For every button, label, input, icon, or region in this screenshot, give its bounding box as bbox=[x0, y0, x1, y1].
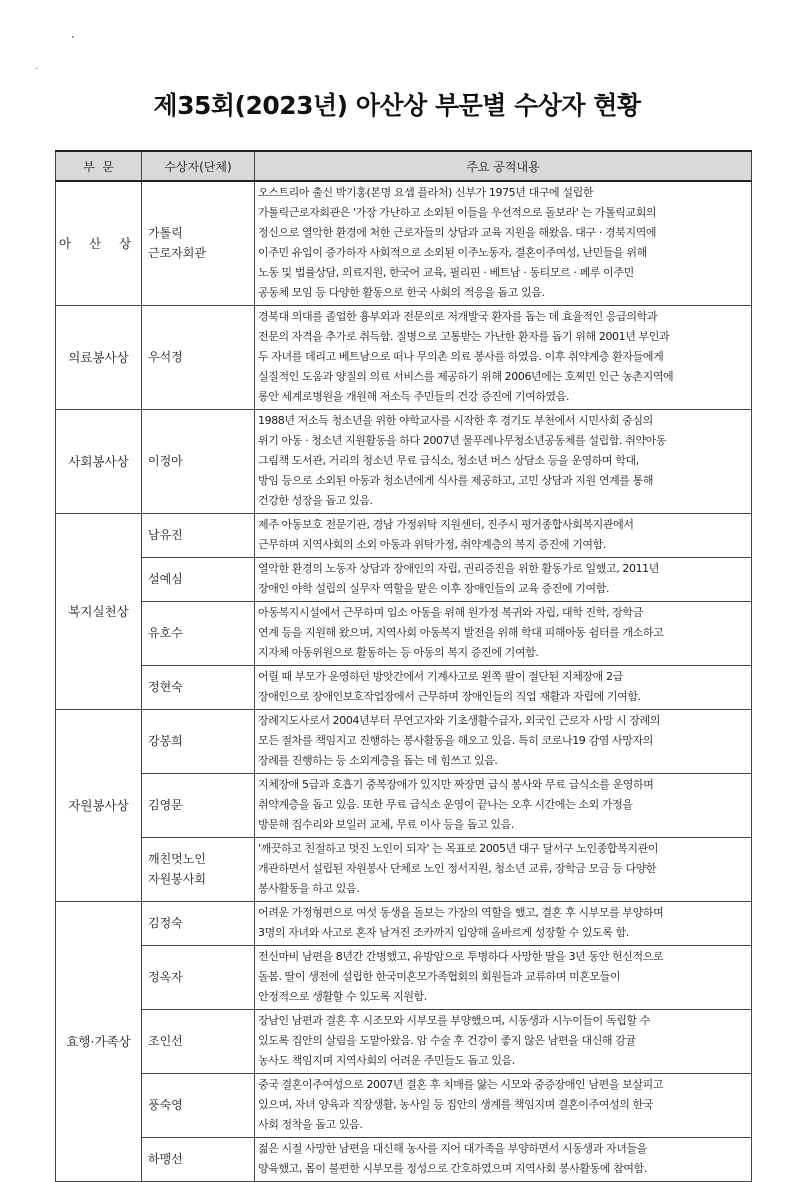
category-cell: 복지실천상 bbox=[56, 513, 142, 709]
achievement-line: 근무하며 지역사회의 소외 아동과 위탁가정, 취약계층의 복지 증진에 기여함. bbox=[258, 538, 606, 551]
achievement-line: 취약계층을 돕고 있음. 또한 무료 급식소 운영이 끝나는 오후 시간에는 소외 가정을 bbox=[258, 798, 633, 811]
winner-name: 정현숙 bbox=[142, 665, 255, 709]
achievement-text bbox=[255, 1009, 752, 1073]
achievement-line: 경북대 의대를 졸업한 흉부외과 전문의로 저개발국 환자를 돕는 데 효율적인 응급의학과 bbox=[258, 310, 658, 323]
achievement-line: 건강한 성장을 돕고 있음. bbox=[258, 494, 373, 507]
achievement-text bbox=[255, 305, 752, 409]
table-row bbox=[56, 945, 752, 1009]
category-cell: 자원봉사상 bbox=[56, 709, 142, 901]
achievement-line: 실질적인 도움과 양질의 의료 서비스를 제공하기 위해 2006년에는 호찌민 인근 농촌지역에 bbox=[258, 370, 674, 383]
awards-table bbox=[55, 150, 752, 1182]
achievement-line: 정신으로 열악한 환경에 처한 근로자들의 상담과 교육 지원을 해왔음. 대구 · 경북지역에 bbox=[258, 226, 657, 240]
table-row bbox=[56, 1073, 752, 1137]
table-row bbox=[56, 557, 752, 601]
achievement-line: 제주 아동보호 전문기관, 경남 가정위탁 지원센터, 진주시 평거종합사회복지관에서 bbox=[258, 518, 634, 531]
header-category: 부 문 bbox=[56, 151, 142, 181]
achievement-line: 어릴 때 부모가 운영하던 방앗간에서 기계사고로 왼쪽 팔이 절단된 지체장애 2급 bbox=[258, 670, 623, 683]
achievement-line: '깨끗하고 친절하고 멋진 노인이 되자' 는 목표로 2005년 대구 달서구 노인종합복지관이 bbox=[258, 842, 659, 855]
table-header-row bbox=[56, 151, 752, 181]
category-cell: 효행·가족상 bbox=[56, 901, 142, 1181]
achievement-line: 봉사활동을 하고 있음. bbox=[258, 882, 360, 895]
achievement-line: 양육했고, 몸이 불편한 시부모를 정성으로 간호하였으며 지역사회 봉사활동에 참여함. bbox=[258, 1162, 647, 1175]
winner-name: 정옥자 bbox=[142, 945, 255, 1009]
table-row bbox=[56, 1137, 752, 1181]
achievement-text bbox=[255, 557, 752, 601]
achievement-line: 1988년 저소득 청소년을 위한 야학교사를 시작한 후 경기도 부천에서 시민사회 중심의 bbox=[258, 414, 653, 427]
category-cell: 의료봉사상 bbox=[56, 305, 142, 409]
achievement-text bbox=[255, 665, 752, 709]
achievement-line: 롱안 세계로병원을 개원해 저소득 주민들의 건강 증진에 기여하였음. bbox=[258, 390, 570, 403]
achievement-line: 장애인으로 장애인보호작업장에서 근무하며 장애인들의 직업 재활과 자립에 기여함. bbox=[258, 690, 641, 703]
table-row bbox=[56, 1009, 752, 1073]
achievement-line: 열악한 환경의 노동자 상담과 장애인의 자립, 권리증진을 위한 활동가로 일했고, 2011년 bbox=[258, 562, 660, 575]
achievement-line: 노동 및 법률상담, 의료지원, 한국어 교육, 필리핀 · 베트남 · 동티모르 · 페루 이주민 bbox=[258, 266, 634, 280]
achievement-line: 사회 정착을 돕고 있음. bbox=[258, 1118, 363, 1131]
achievement-line: 전신마비 남편을 8년간 간병했고, 유방암으로 투병하다 사망한 딸을 3년 동안 헌신적으로 bbox=[258, 950, 664, 963]
category-cell: 사회봉사상 bbox=[56, 409, 142, 513]
achievement-line: 방문해 집수리와 보일러 교체, 무료 이사 등을 돕고 있음. bbox=[258, 818, 514, 831]
achievement-line: 장례지도사로서 2004년부터 무연고자와 기초생활수급자, 외국인 근로자 사망 시 장례의 bbox=[258, 714, 660, 727]
achievement-text bbox=[255, 409, 752, 513]
table-row bbox=[56, 901, 752, 945]
achievement-line: 젊은 시절 사망한 남편을 대신해 농사를 지어 대가족을 부양하면서 시동생과 자녀들을 bbox=[258, 1142, 647, 1155]
achievement-line: 그림책 도서관, 거리의 청소년 무료 급식소, 청소년 버스 상담소 등을 운영하며 학대, bbox=[258, 454, 639, 467]
table-row bbox=[56, 181, 752, 305]
achievement-line: 모든 절차를 책임지고 진행하는 봉사활동을 해오고 있음. 특히 코로나19 감염 사망자의 bbox=[258, 734, 653, 747]
winner-name: 김정숙 bbox=[142, 901, 255, 945]
achievement-line: 돌봄. 딸이 생전에 설립한 한국미혼모가족협회의 회원들과 교류하며 미혼모들이 bbox=[258, 970, 621, 983]
winner-name: 가톨릭 근로자회관 bbox=[142, 181, 255, 305]
achievement-text bbox=[255, 837, 752, 901]
achievement-text bbox=[255, 773, 752, 837]
winner-name: 강봉희 bbox=[142, 709, 255, 773]
achievement-line: 아동복지시설에서 근무하며 입소 아동을 위해 원가정 복귀와 자립, 대학 진학, 장학금 bbox=[258, 606, 643, 619]
achievement-line: 있으며, 자녀 양육과 직장생활, 농사일 등 집안의 생계를 책임지며 결혼이주여성의 한국 bbox=[258, 1098, 654, 1111]
achievement-line: 오스트리아 출신 박기홍(본명 요셉 플라처) 신부가 1975년 대구에 설립한 bbox=[258, 186, 594, 200]
achievement-line: 장남인 남편과 결혼 후 시조모와 시부모를 부양했으며, 시동생과 시누이들이 독립할 수 bbox=[258, 1014, 650, 1027]
achievement-line: 중국 결혼이주여성으로 2007년 결혼 후 치매를 앓는 시모와 중증장애인 남편을 보살피고 bbox=[258, 1078, 664, 1091]
page-title: 제35회(2023년) 아산상 부문별 수상자 현황 bbox=[153, 91, 641, 120]
achievement-text bbox=[255, 601, 752, 665]
achievement-line: 두 자녀를 데리고 베트남으로 떠나 무의촌 의료 봉사를 하였음. 이후 취약계층 환자들에게 bbox=[258, 350, 664, 363]
achievement-line: 장애인 야학 설립의 실무자 역할을 맡은 이후 장애인들의 교육 증진에 기여함. bbox=[258, 582, 610, 595]
achievement-line: 개관하면서 설립된 자원봉사 단체로 노인 정서지원, 청소년 교류, 장학금 모금 등 다양한 bbox=[258, 862, 657, 875]
achievement-text bbox=[255, 945, 752, 1009]
winner-name: 깨친멋노인 자원봉사회 bbox=[142, 837, 255, 901]
header-winner: 수상자(단체) bbox=[142, 151, 255, 181]
achievement-line: 농사도 책임지며 지역사회의 어려운 주민들도 돕고 있음. bbox=[258, 1054, 515, 1067]
achievement-line: 지자체 아동위원으로 활동하는 등 아동의 복지 증진에 기여함. bbox=[258, 646, 539, 659]
table-row bbox=[56, 409, 752, 513]
table-row bbox=[56, 601, 752, 665]
winner-name: 하맹선 bbox=[142, 1137, 255, 1181]
table-row bbox=[56, 837, 752, 901]
achievement-line: 어려운 가정형편으로 여섯 동생을 돌보는 가장의 역할을 했고, 결혼 후 시부모를 부양하며 bbox=[258, 906, 664, 919]
achievement-line: 있도록 집안의 살림을 도맡아왔음. 암 수술 후 건강이 좋지 않은 남편을 대신해 감귤 bbox=[258, 1034, 636, 1047]
winner-name: 남유진 bbox=[142, 513, 255, 557]
achievement-line: 장례를 진행하는 등 소외계층을 돕는 데 힘쓰고 있음. bbox=[258, 754, 498, 767]
achievement-text bbox=[255, 901, 752, 945]
achievement-text bbox=[255, 1137, 752, 1181]
achievement-line: 방임 등으로 소외된 아동과 청소년에게 식사를 제공하고, 고민 상담과 지원 연계를 통해 bbox=[258, 474, 654, 487]
achievement-line: 이주민 유입이 증가하자 사회적으로 소외된 이주노동자, 결혼이주여성, 난민들을 위해 bbox=[258, 246, 647, 260]
table-row bbox=[56, 513, 752, 557]
achievement-line: 전문의 자격을 추가로 취득함. 질병으로 고통받는 가난한 환자를 돕기 위해 2001년 부인과 bbox=[258, 330, 670, 343]
table-row bbox=[56, 773, 752, 837]
winner-name: 설예심 bbox=[142, 557, 255, 601]
achievement-line: 3명의 자녀와 사고로 혼자 남겨진 조카까지 입양해 올바르게 성장할 수 있도록 함. bbox=[258, 926, 629, 939]
achievement-text bbox=[255, 181, 752, 305]
achievement-text bbox=[255, 1073, 752, 1137]
scan-speck bbox=[35, 68, 38, 69]
winner-name: 조인선 bbox=[142, 1009, 255, 1073]
header-achievements: 주요 공적내용 bbox=[255, 151, 752, 181]
achievement-line: 지체장애 5급과 호흡기 중복장애가 있지만 짜장면 급식 봉사와 무료 급식소를 운영하며 bbox=[258, 778, 654, 791]
table-row bbox=[56, 305, 752, 409]
table-row bbox=[56, 709, 752, 773]
achievement-line: 위기 아동 · 청소년 지원활동을 하다 2007년 물푸레나무청소년공동체를 설립함. 취약아동 bbox=[258, 434, 667, 447]
winner-name: 우석정 bbox=[142, 305, 255, 409]
winner-name: 유호수 bbox=[142, 601, 255, 665]
achievement-line: 안정적으로 생활할 수 있도록 지원함. bbox=[258, 990, 427, 1003]
winner-name: 이정아 bbox=[142, 409, 255, 513]
achievement-text bbox=[255, 513, 752, 557]
winner-name: 풍숙영 bbox=[142, 1073, 255, 1137]
table-row bbox=[56, 665, 752, 709]
achievement-line: 연계 등을 지원해 왔으며, 지역사회 아동복지 발전을 위해 학대 피해아동 쉼터를 개소하고 bbox=[258, 626, 664, 639]
winner-name: 김영문 bbox=[142, 773, 255, 837]
achievement-text bbox=[255, 709, 752, 773]
achievement-line: 공동체 모임 등 다양한 활동으로 한국 사회의 적응을 돕고 있음. bbox=[258, 286, 545, 300]
category-cell: 아 산 상 bbox=[56, 181, 142, 305]
achievement-line: 가톨릭근로자회관은 '가장 가난하고 소외된 이들을 우선적으로 돌보라' 는 가톨릭교회의 bbox=[258, 206, 657, 220]
scan-speck bbox=[72, 36, 74, 38]
